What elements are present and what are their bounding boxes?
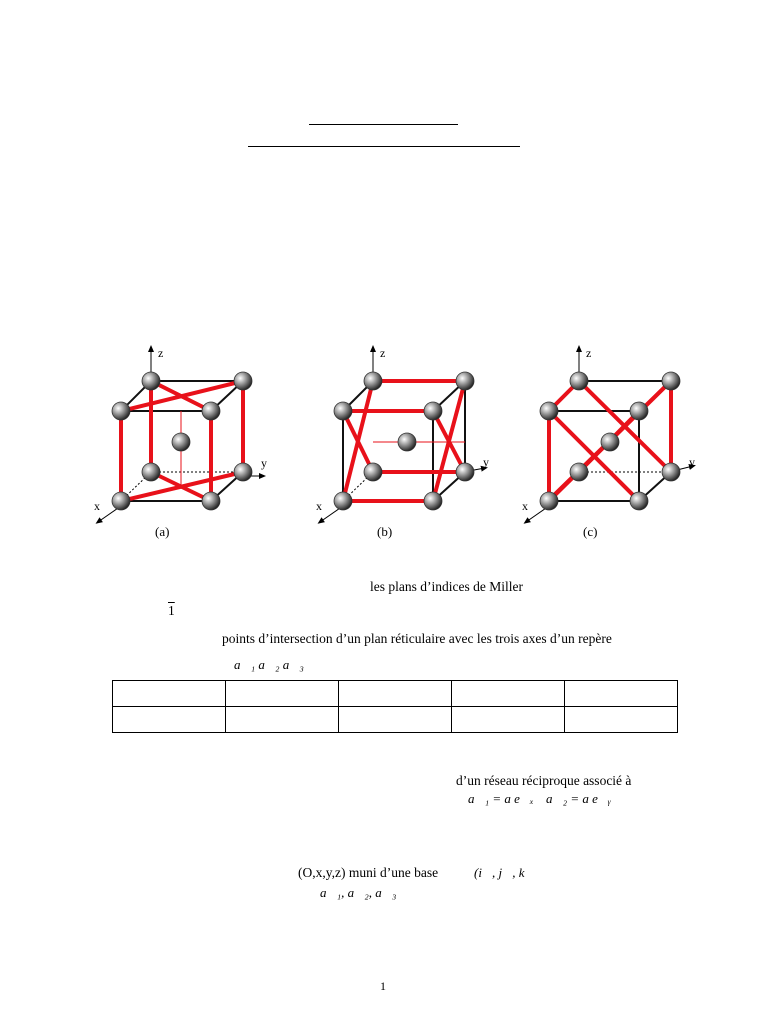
svg-text:y: y <box>483 455 489 469</box>
miller-planes-text: les plans d’indices de Miller <box>370 579 523 594</box>
table-cell <box>226 707 339 733</box>
page-number: 1 <box>380 979 386 993</box>
table-cell <box>565 707 678 733</box>
panel-c-cube <box>522 346 695 539</box>
table-cell <box>339 707 452 733</box>
table-cell <box>113 707 226 733</box>
cubic-lattice-figure <box>88 338 728 544</box>
svg-text:(b): (b) <box>377 524 393 539</box>
svg-text:x: x <box>522 499 528 513</box>
svg-text:z: z <box>586 346 592 360</box>
svg-text:(a): (a) <box>155 524 170 539</box>
a2-equation: a⃗₂ = a e⃗ᵧ <box>546 791 612 806</box>
a1-equation: a⃗₁ = a e⃗ₓ <box>468 791 534 806</box>
table-cell <box>226 681 339 707</box>
title-underline-long <box>248 146 520 147</box>
bar-one-symbol <box>168 604 175 618</box>
svg-text:(c): (c) <box>583 524 598 539</box>
table-row <box>113 681 678 707</box>
bar-one-value: 1 <box>168 603 175 618</box>
title-underline-short <box>309 124 458 125</box>
basis-vectors: (i⃗, j⃗, k⃗ <box>474 865 535 880</box>
panel-b-cube <box>316 346 489 539</box>
a-vectors-list: a⃗₁, a⃗₂, a⃗₃ <box>320 885 397 900</box>
svg-text:x: x <box>94 499 100 513</box>
table-cell <box>565 681 678 707</box>
panel-a-cube <box>94 346 267 539</box>
intersection-points-text: points d’intersection d’un plan réticulaire avec les trois axes d’un repère <box>222 631 612 646</box>
svg-text:x: x <box>316 499 322 513</box>
table-cell <box>452 707 565 733</box>
svg-text:y: y <box>261 456 267 470</box>
svg-text:z: z <box>158 346 164 360</box>
reciprocal-lattice-text: d’un réseau réciproque associé à <box>456 773 632 788</box>
table-row <box>113 707 678 733</box>
table-cell <box>339 681 452 707</box>
table-cell <box>113 681 226 707</box>
lattice-vectors: a⃗₁ a⃗₂ a⃗₃ <box>234 657 304 672</box>
svg-text:z: z <box>380 346 386 360</box>
table-cell <box>452 681 565 707</box>
blank-table <box>112 680 678 733</box>
frame-text: (O,x,y,z) muni d’une base <box>298 865 439 880</box>
svg-text:y: y <box>689 455 695 469</box>
